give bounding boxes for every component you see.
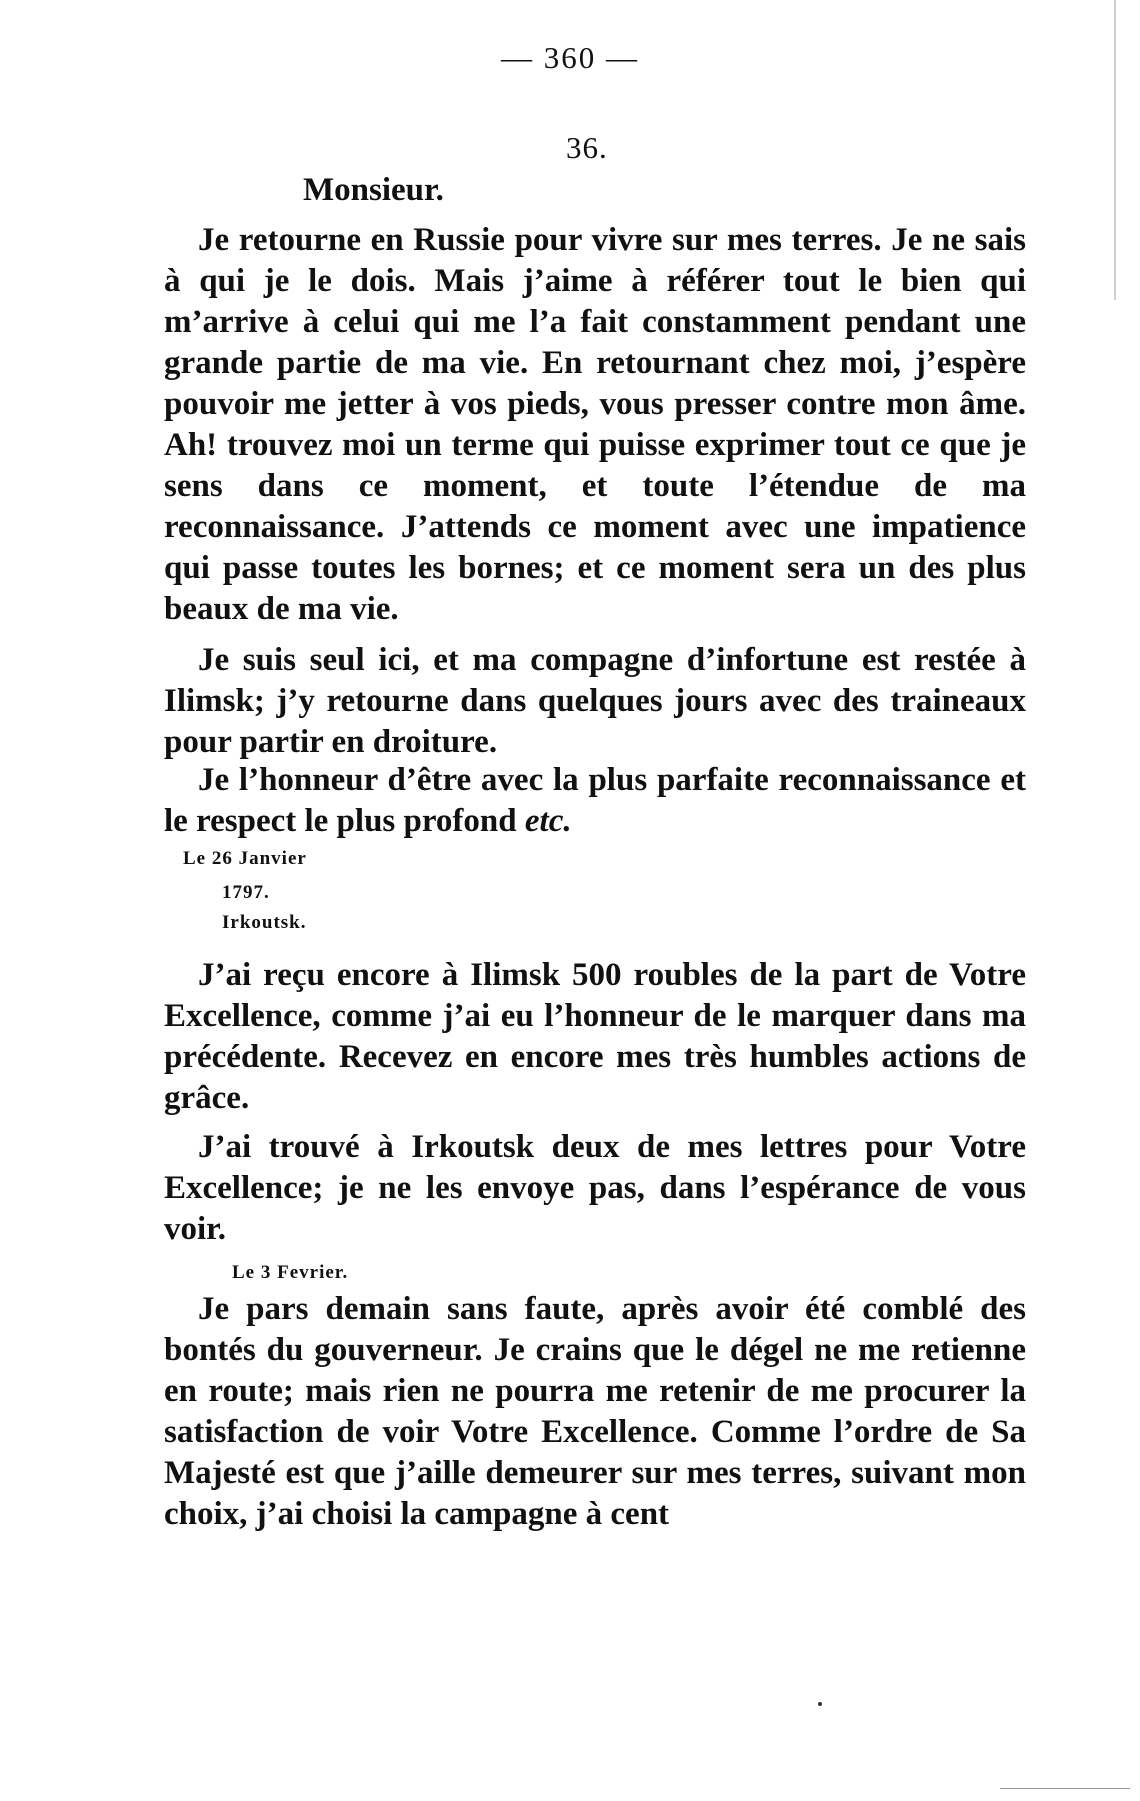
dateline-year: 1797. [222, 882, 270, 903]
paragraph: Je pars demain sans faute, après avoir été comblé des bontés du gouverneur. Je crains que le dégel ne me retienne en route; mais rien ne pourra me retenir de me procurer la satisfaction de voir Votre Excellence. Comme l’ordre de Sa Majesté est que j’aille demeurer sur mes terres, suivant mon choix, j’ai choisi la campagne à cent [164, 1291, 1026, 1532]
dateline-date: Le 26 Janvier [183, 848, 307, 869]
closing-etc: etc. [524, 803, 572, 839]
salutation: Monsieur. [303, 172, 444, 208]
postscript-paragraph-2 [164, 1127, 1026, 1250]
letter-number: 36. [566, 130, 608, 165]
paragraph: J’ai trouvé à Irkoutsk deux de mes lettres pour Votre Excellence; je ne les envoye pas, dans l’espérance de vous voir. [164, 1129, 1026, 1247]
ink-speck [818, 1702, 822, 1706]
postscript-paragraph-1 [164, 955, 1026, 1119]
closing-formula [164, 760, 1026, 842]
scan-bottom-line [1000, 1788, 1130, 1789]
letter2-date: Le 3 Fevrier. [232, 1262, 349, 1283]
letter-body-paragraph-1 [164, 220, 1026, 630]
letter-body-paragraph-2 [164, 640, 1026, 763]
closing-text: Je l’honneur d’être avec la plus parfaite reconnaissance et le respect le plus profond [164, 762, 1026, 839]
paragraph: Je suis seul ici, et ma compagne d’infortune est restée à Ilimsk; j’y retourne dans quelques jours avec des traineaux pour partir en droiture. [164, 642, 1026, 760]
page-number: — 360 — [501, 40, 639, 75]
paragraph: J’ai reçu encore à Ilimsk 500 roubles de la part de Votre Excellence, comme j’ai eu l’honneur de le marquer dans ma précédente. Recevez en encore mes très humbles actions de grâce. [164, 957, 1026, 1116]
dateline-place: Irkoutsk. [222, 912, 307, 933]
paragraph: Je retourne en Russie pour vivre sur mes terres. Je ne sais à qui je le dois. Mais j’aime à référer tout le bien qui m’arrive à celui qui me l’a fait constamment pendant une grande partie de ma vie. En retournant chez moi, j’espère pouvoir me jetter à vos pieds, vous presser contre mon âme. Ah! trouvez moi un terme qui puisse exprimer tout ce que je sens dans ce moment, et toute l’étendue de ma reconnaissance. J’attends ce moment avec une impatience qui passe toutes les bornes; et ce moment sera un des plus beaux de ma vie. [164, 222, 1026, 627]
letter2-paragraph [164, 1289, 1026, 1535]
closing-paragraph [164, 760, 1026, 842]
